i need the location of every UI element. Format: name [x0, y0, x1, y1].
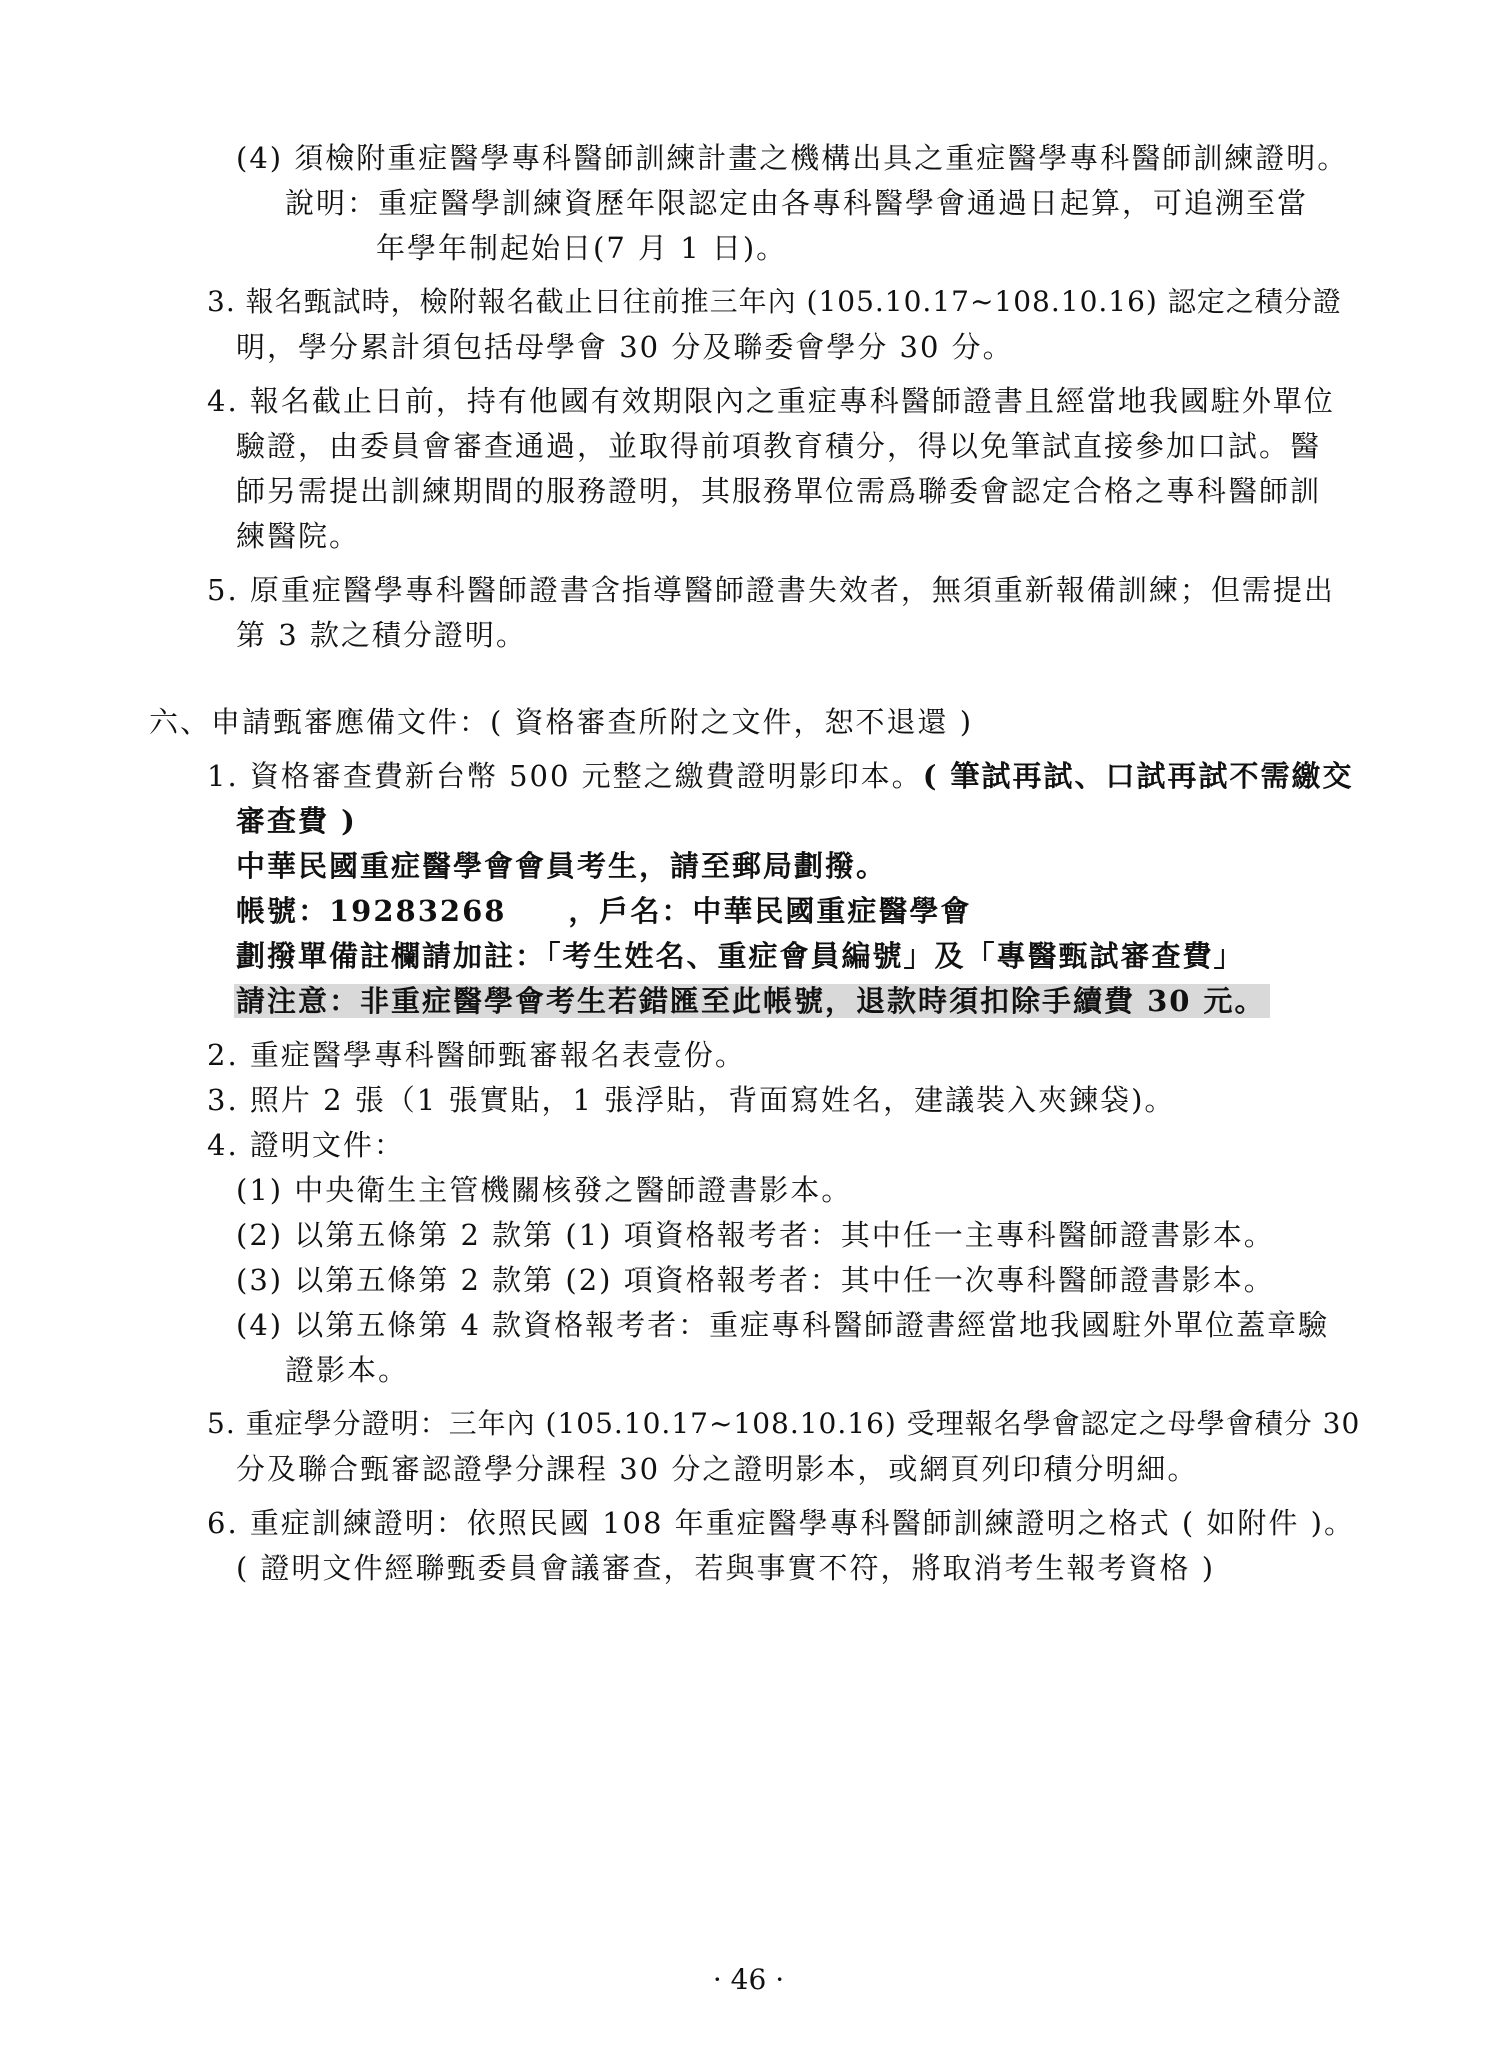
list-item-4-continued: 驗證，由委員會審查通過，並取得前項教育積分，得以免筆試直接參加口試。醫	[236, 429, 1322, 463]
credit-proof-item-continued: 分及聯合甄審認證學分課程 30 分之證明影本，或網頁列印積分明細。	[236, 1452, 1199, 1486]
list-item-4-continued: 師另需提出訓練期間的服務證明，其服務單位需爲聯委會認定合格之專科醫師訓	[236, 474, 1322, 508]
registration-form-item: 2. 重症醫學專科醫師甄審報名表壹份。	[207, 1038, 746, 1072]
refund-warning	[234, 981, 1270, 1021]
credit-proof-item: 5. 重症學分證明：三年內 (105.10.17~108.10.16) 受理報名學會認定之母學會積分 30	[207, 1407, 1361, 1440]
refund-warning-highlight: 請注意：非重症醫學會考生若錯匯至此帳號，退款時須扣除手續費 30 元。	[234, 984, 1270, 1018]
list-item-4-continued: 練醫院。	[236, 519, 361, 553]
note-line: 年學年制起始日(7 月 1 日)。	[376, 231, 788, 265]
fee-item-text: 1. 資格審查費新台幣 500 元整之繳費證明影印本。	[207, 759, 923, 793]
certificate-sub-item: (2) 以第五條第 2 款第 (1) 項資格報考者：其中任一主專科醫師證書影本。	[236, 1218, 1275, 1252]
certificate-sub-item-continued: 證影本。	[285, 1353, 410, 1387]
note-line: 說明：重症醫學訓練資歷年限認定由各專科醫學會通過日起算，可追溯至當	[285, 186, 1309, 220]
certificate-sub-item: (3) 以第五條第 2 款第 (2) 項資格報考者：其中任一次專科醫師證書影本。	[236, 1263, 1275, 1297]
list-item-3: 3. 報名甄試時，檢附報名截止日往前推三年內 (105.10.17~108.10.16) 認定之積分證	[207, 285, 1342, 318]
fee-exemption-note: ( 筆試再試、口試再試不需繳交	[922, 759, 1354, 793]
section-6-heading: 六、申請甄審應備文件：( 資格審查所附之文件，恕不退還 )	[149, 705, 974, 739]
certificates-item: 4. 證明文件：	[207, 1128, 405, 1162]
training-proof-item: 6. 重症訓練證明：依照民國 108 年重症醫學專科醫師訓練證明之格式 ( 如附件 )。	[207, 1506, 1355, 1540]
list-item-5: 5. 原重症醫學專科醫師證書含指導醫師證書失效者，無須重新報備訓練；但需提出	[207, 573, 1335, 607]
item-4-training-certificate: (4) 須檢附重症醫學專科醫師訓練計畫之機構出具之重症醫學專科醫師訓練證明。	[236, 141, 1349, 175]
certificate-sub-item: (4) 以第五條第 4 款資格報考者：重症專科醫師證書經當地我國駐外單位蓋章驗	[236, 1308, 1330, 1342]
list-item-5-continued: 第 3 款之積分證明。	[236, 618, 527, 652]
member-payment-note: 中華民國重症醫學會會員考生，請至郵局劃撥。	[236, 849, 888, 883]
remark-instruction: 劃撥單備註欄請加註：「考生姓名、重症會員編號」及「專醫甄試審查費」	[236, 939, 1245, 973]
list-item-4: 4. 報名截止日前，持有他國有效期限內之重症專科醫師證書且經當地我國駐外單位	[207, 384, 1335, 418]
fee-item	[207, 756, 1354, 796]
page-number: · 46 ·	[712, 1963, 785, 1996]
verification-note: ( 證明文件經聯甄委員會議審查，若與事實不符，將取消考生報考資格 )	[236, 1551, 1216, 1585]
certificate-sub-item: (1) 中央衛生主管機關核發之醫師證書影本。	[236, 1173, 853, 1207]
photo-item: 3. 照片 2 張（1 張實貼，1 張浮貼，背面寫姓名，建議裝入夾鍊袋)。	[207, 1083, 1176, 1117]
list-item-3-continued: 明，學分累計須包括母學會 30 分及聯委會學分 30 分。	[236, 330, 1014, 364]
account-info: 帳號：19283268 ，戶名：中華民國重症醫學會	[236, 894, 972, 928]
fee-exemption-note-continued: 審查費 )	[236, 804, 357, 838]
